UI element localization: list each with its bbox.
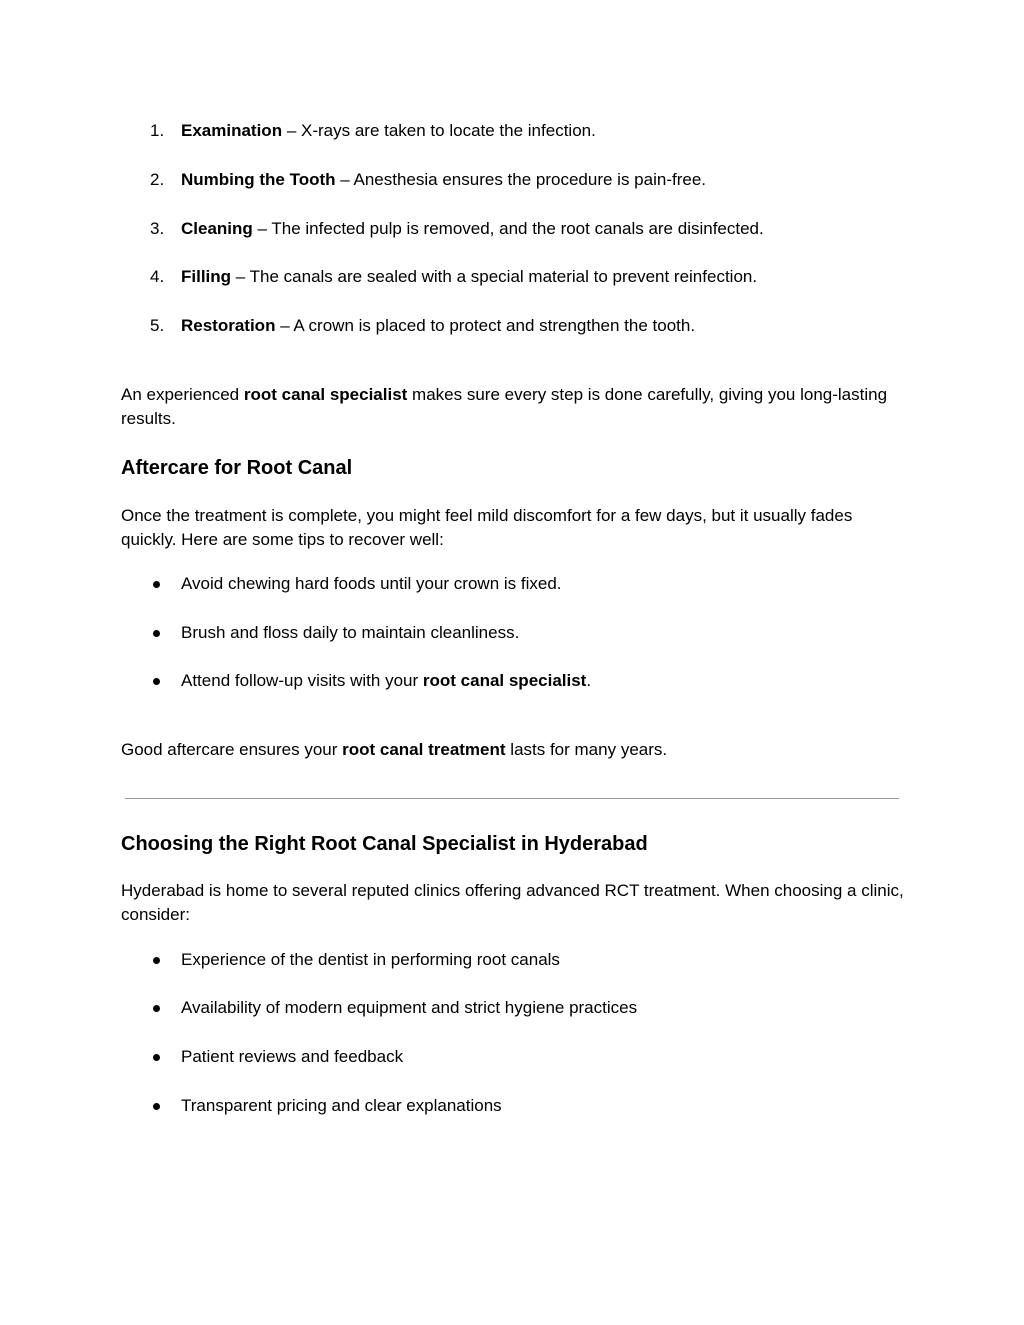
horizontal-divider bbox=[125, 798, 899, 799]
bullet-icon bbox=[153, 1054, 160, 1061]
step-title: Filling bbox=[181, 267, 232, 286]
step-text: – Anesthesia ensures the procedure is pain-free. bbox=[335, 170, 706, 189]
bullet-icon bbox=[153, 678, 160, 685]
step-text: – X-rays are taken to locate the infection. bbox=[282, 121, 596, 140]
specialist-paragraph: An experienced root canal specialist makes sure every step is done carefully, giving you long-lasting results. bbox=[121, 385, 888, 428]
choosing-intro: Hyderabad is home to several reputed clinics offering advanced RCT treatment. When choosing a clinic, consider: bbox=[121, 881, 904, 924]
step-title: Cleaning bbox=[181, 219, 253, 238]
aftercare-heading: Aftercare for Root Canal bbox=[121, 457, 353, 479]
choosing-heading: Choosing the Right Root Canal Specialist in Hyderabad bbox=[121, 833, 648, 855]
step-number: 5. bbox=[150, 316, 165, 335]
step-text: – The infected pulp is removed, and the root canals are disinfected. bbox=[252, 219, 764, 238]
step-text: – The canals are sealed with a special material to prevent reinfection. bbox=[231, 267, 758, 286]
step-title: Restoration bbox=[181, 316, 276, 335]
bullet-icon bbox=[153, 630, 160, 637]
step-text: – A crown is placed to protect and strengthen the tooth. bbox=[275, 316, 696, 335]
bullet-icon bbox=[153, 581, 160, 588]
step-number: 1. bbox=[150, 121, 165, 140]
bullet-icon bbox=[153, 957, 160, 964]
aftercare-closing: Good aftercare ensures your root canal treatment lasts for many years. bbox=[121, 740, 668, 759]
step-title: Examination bbox=[181, 121, 283, 140]
step-number: 2. bbox=[150, 170, 165, 189]
bullet-icon bbox=[153, 1103, 160, 1110]
aftercare-intro: Once the treatment is complete, you might feel mild discomfort for a few days, but it usually fades quickly. Here are some tips to recover well: bbox=[121, 506, 853, 549]
step-title: Numbing the Tooth bbox=[181, 170, 336, 189]
step-number: 3. bbox=[150, 219, 165, 238]
bullet-icon bbox=[153, 1005, 160, 1012]
step-number: 4. bbox=[150, 267, 165, 286]
